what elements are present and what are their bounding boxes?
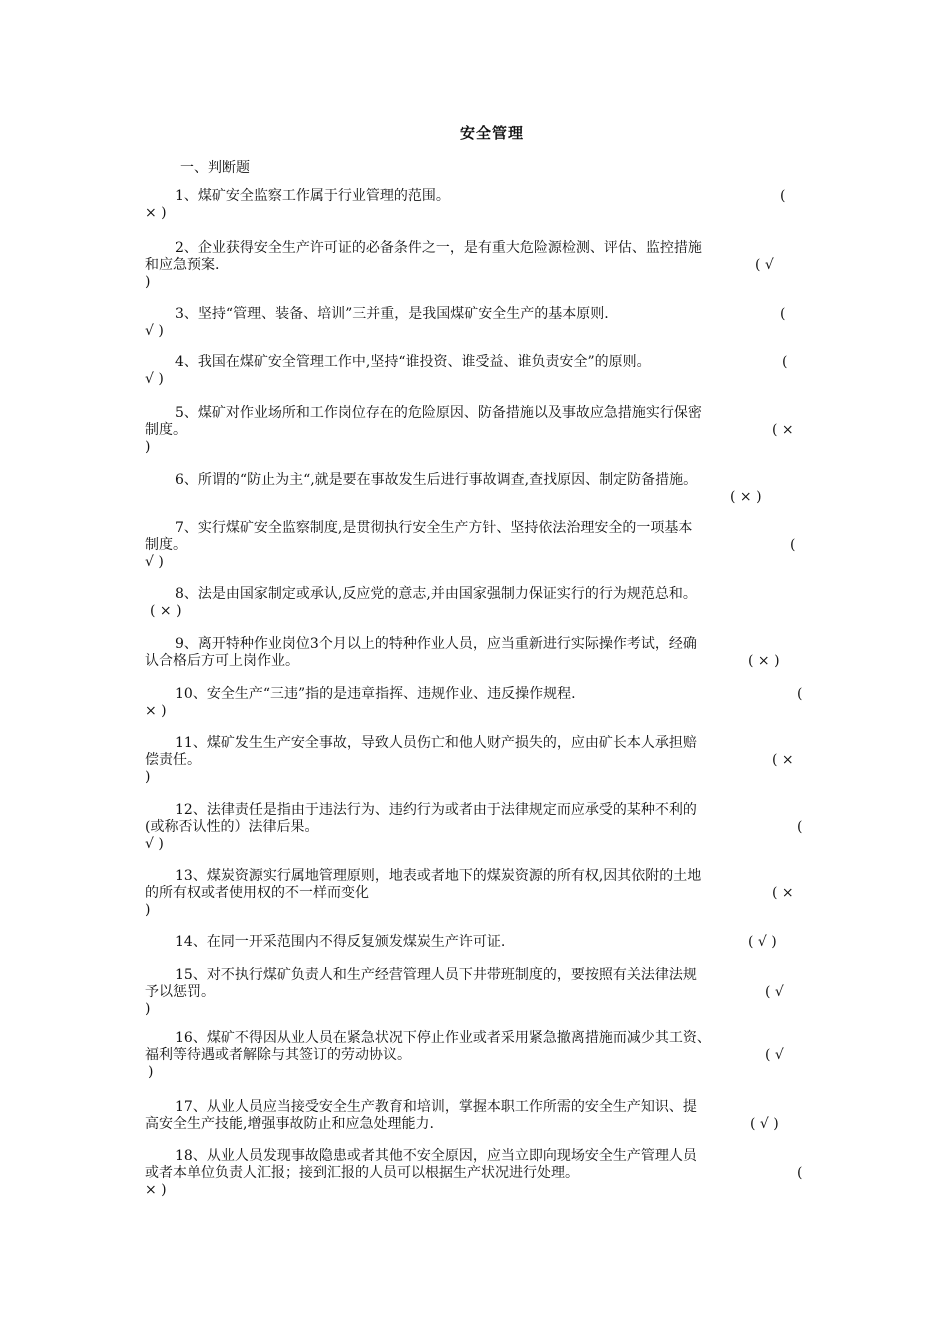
question-item	[145, 802, 815, 836]
answer-mark: ( ×	[772, 752, 794, 768]
question-item	[145, 240, 815, 274]
question-number: 10、	[175, 686, 207, 702]
question-item	[145, 1148, 815, 1182]
question-text-line: 制度。	[145, 422, 187, 438]
question-number: 13、	[175, 868, 207, 884]
answer-mark: ( √ )	[748, 934, 777, 950]
question-text-line: 18、从业人员发现事故隐患或者其他不安全原因，应当立即向现场安全生产管理人员	[175, 1148, 697, 1164]
question-item	[145, 636, 815, 670]
answer-mark: (	[780, 188, 786, 204]
question-item	[145, 306, 815, 323]
question-text-line: 12、法律责任是指由于违法行为、违约行为或者由于法律规定而应承受的某种不利的	[175, 802, 697, 818]
question-text-line: 5、煤矿对作业场所和工作岗位存在的危险原因、防备措施以及事故应急措施实行保密	[175, 405, 702, 421]
question-number: 6、	[175, 472, 198, 488]
question-text-line: 予以惩罚。	[145, 984, 215, 1000]
question-text-line: 4、我国在煤矿安全管理工作中,坚持“谁投资、谁受益、谁负责安全”的原则。	[175, 354, 651, 370]
page-title: 安全管理	[459, 124, 524, 142]
question-text-line: 8、法是由国家制定或承认,反应党的意志,并由国家强制力保证实行的行为规范总和。	[175, 586, 697, 602]
question-item	[145, 586, 815, 603]
question-text-line: 6、所谓的“防止为主“,就是要在事故发生后进行事故调查,查找原因、制定防备措施。	[175, 472, 698, 488]
question-number: 9、	[175, 636, 198, 652]
question-item	[145, 472, 815, 489]
answer-mark: ( ×	[772, 885, 794, 901]
answer-mark: ( √	[765, 984, 784, 1000]
question-text-line: 10、安全生产“三违”指的是违章指挥、违规作业、违反操作规程.	[175, 686, 576, 702]
answer-mark: ( × )	[748, 653, 780, 669]
answer-mark: √ )	[145, 554, 164, 570]
answer-mark: √ )	[145, 371, 164, 387]
answer-mark: )	[145, 902, 151, 918]
question-number: 3、	[175, 306, 198, 322]
question-item	[145, 934, 815, 951]
question-text-line: 11、煤矿发生生产安全事故，导致人员伤亡和他人财产损失的，应由矿长本人承担赔	[175, 735, 697, 751]
answer-mark: (	[782, 354, 788, 370]
question-text-line: 2、企业获得安全生产许可证的必备条件之一，是有重大危险源检测、评估、监控措施	[175, 240, 702, 256]
question-text-line: 认合格后方可上岗作业。	[145, 653, 299, 669]
question-number: 1、	[175, 188, 198, 204]
question-number: 17、	[175, 1099, 207, 1115]
answer-mark: )	[145, 1001, 151, 1017]
answer-mark: (	[797, 1165, 803, 1181]
answer-mark: ( √	[755, 257, 774, 273]
question-text-line: 14、在同一开采范围内不得反复颁发煤炭生产许可证.	[175, 934, 506, 950]
question-text-line: 高安全生产技能,增强事故防止和应急处理能力.	[145, 1116, 434, 1132]
question-text-line: 13、煤炭资源实行属地管理原则，地表或者地下的煤炭资源的所有权,因其依附的土地	[175, 868, 702, 884]
answer-mark: )	[148, 1064, 154, 1080]
answer-mark: ( √ )	[750, 1116, 779, 1132]
question-text-line: 17、从业人员应当接受安全生产教育和培训，掌握本职工作所需的安全生产知识、提	[175, 1099, 697, 1115]
question-item	[145, 735, 815, 769]
answer-mark: ( × )	[150, 603, 182, 619]
question-text-line: 1、煤矿安全监察工作属于行业管理的范围。	[175, 188, 450, 204]
answer-mark: ( √	[765, 1047, 784, 1063]
question-text-line: 9、离开特种作业岗位3个月以上的特种作业人员，应当重新进行实际操作考试，经确	[175, 636, 697, 652]
answer-mark: ( ×	[772, 422, 794, 438]
answer-mark: × )	[145, 1182, 167, 1198]
question-number: 16、	[175, 1030, 207, 1046]
question-number: 7、	[175, 520, 198, 536]
question-number: 18、	[175, 1148, 207, 1164]
question-item	[145, 1030, 815, 1064]
answer-mark: √ )	[145, 836, 164, 852]
answer-mark: )	[145, 769, 151, 785]
answer-mark: (	[780, 306, 786, 322]
question-item	[145, 188, 815, 205]
answer-mark: (	[790, 537, 796, 553]
question-text-line: 7、实行煤矿安全监察制度,是贯彻执行安全生产方针、坚持依法治理安全的一项基本	[175, 520, 693, 536]
question-text-line: (或称否认性的）法律后果。	[145, 819, 319, 835]
question-text-line: 3、坚持“管理、装备、培训”三并重，是我国煤矿安全生产的基本原则.	[175, 306, 609, 322]
answer-mark: (	[797, 819, 803, 835]
question-number: 12、	[175, 802, 207, 818]
question-text-line: 和应急预案.	[145, 257, 220, 273]
answer-mark: √ )	[145, 323, 164, 339]
answer-mark: ( × )	[730, 489, 762, 505]
question-number: 2、	[175, 240, 198, 256]
question-item	[145, 868, 815, 902]
answer-mark: × )	[145, 205, 167, 221]
question-text-line: 福利等待遇或者解除与其签订的劳动协议。	[145, 1047, 411, 1063]
question-item	[145, 520, 815, 554]
question-text-line: 16、煤矿不得因从业人员在紧急状况下停止作业或者采用紧急撤离措施而减少其工资、	[175, 1030, 711, 1046]
question-text-line: 或者本单位负责人汇报；接到汇报的人员可以根据生产状况进行处理。	[145, 1165, 579, 1181]
question-text-line: 偿责任。	[145, 752, 201, 768]
question-number: 11、	[175, 735, 207, 751]
answer-mark: × )	[145, 703, 167, 719]
question-item	[145, 354, 815, 371]
question-text-line: 的所有权或者使用权的不一样而变化	[145, 885, 369, 901]
question-text-line: 制度。	[145, 537, 187, 553]
question-item	[145, 1099, 815, 1133]
answer-mark: )	[145, 274, 151, 290]
question-number: 5、	[175, 405, 198, 421]
question-item	[145, 686, 815, 703]
section-heading: 一、判断题	[180, 160, 250, 176]
question-number: 8、	[175, 586, 198, 602]
question-number: 14、	[175, 934, 207, 950]
question-text-line: 15、对不执行煤矿负责人和生产经营管理人员下井带班制度的，要按照有关法律法规	[175, 967, 697, 983]
question-number: 15、	[175, 967, 207, 983]
answer-mark: (	[797, 686, 803, 702]
question-item	[145, 405, 815, 439]
answer-mark: )	[145, 439, 151, 455]
question-number: 4、	[175, 354, 198, 370]
question-item	[145, 967, 815, 1001]
